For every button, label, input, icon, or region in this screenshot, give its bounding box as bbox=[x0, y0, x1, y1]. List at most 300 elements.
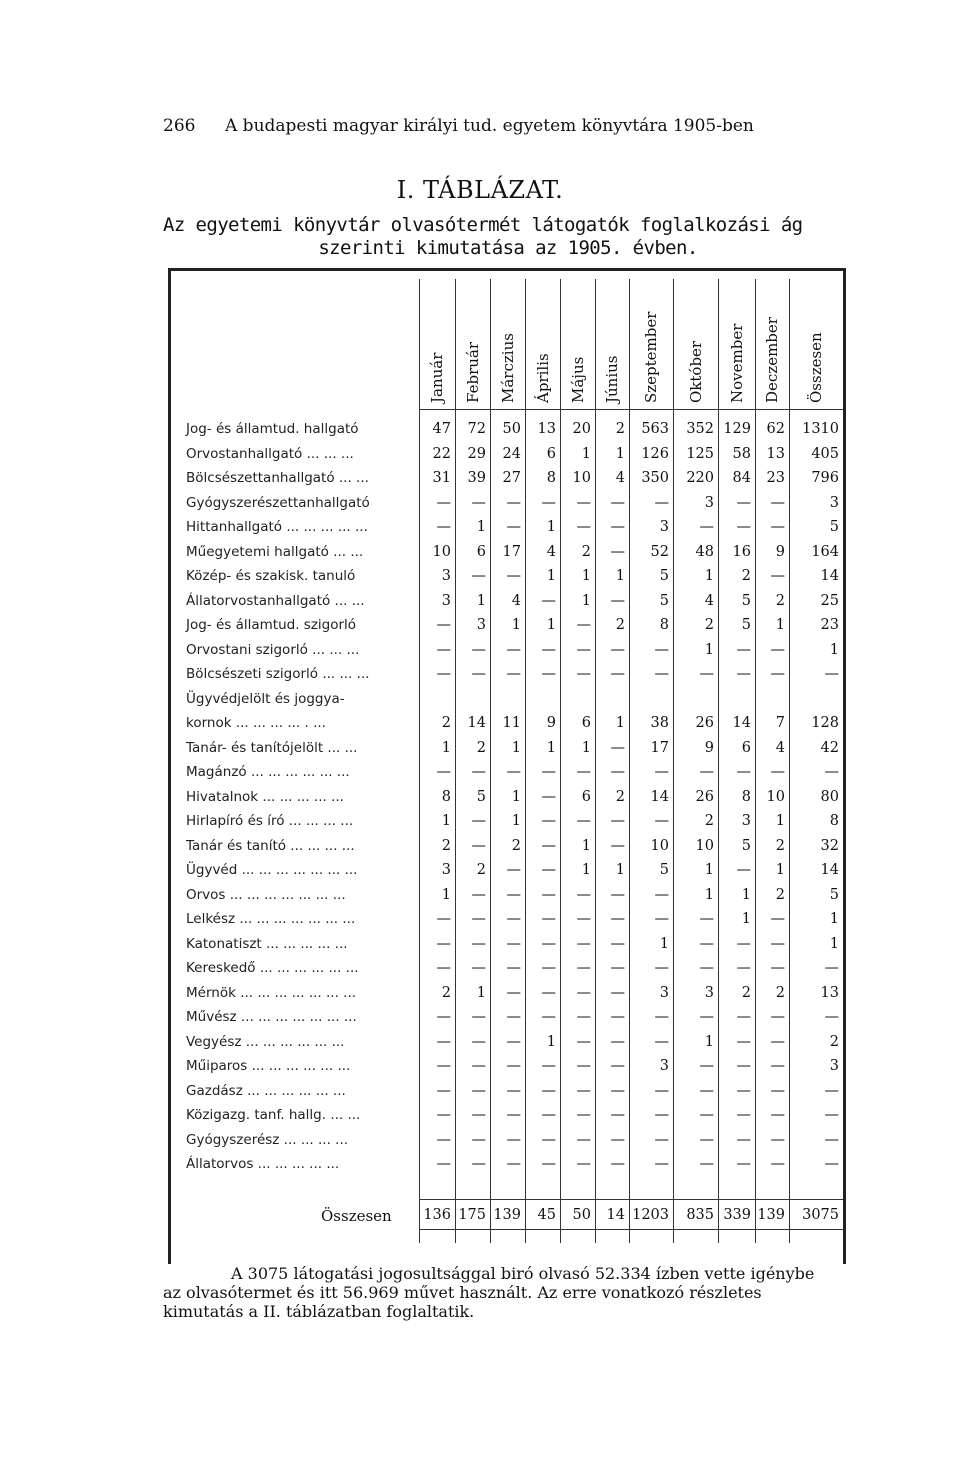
table-cell: — bbox=[576, 1033, 591, 1050]
statistics-table bbox=[168, 268, 846, 1264]
table-cell: 835 bbox=[686, 1207, 714, 1223]
table-cell: — bbox=[541, 813, 556, 829]
row-label: Lelkész ... ... ... ... ... ... ... bbox=[186, 911, 356, 927]
table-cell: 2 bbox=[476, 739, 486, 756]
table-cell: 47 bbox=[432, 421, 451, 437]
table-cell: — bbox=[736, 1058, 751, 1074]
running-header bbox=[163, 116, 843, 136]
table-cell: — bbox=[436, 1156, 451, 1172]
table-cell: 22 bbox=[432, 445, 451, 462]
row-label: Katonatiszt ... ... ... ... ... bbox=[186, 935, 348, 952]
table-cell: 27 bbox=[502, 470, 521, 486]
table-row bbox=[171, 1156, 849, 1180]
table-cell: — bbox=[770, 1156, 785, 1172]
table-row bbox=[171, 813, 849, 837]
table-cell: — bbox=[541, 494, 556, 511]
row-label: Ügyvéd ... ... ... ... ... ... ... bbox=[186, 862, 358, 878]
table-cell: — bbox=[610, 1131, 625, 1148]
table-cell: 1 bbox=[546, 617, 556, 633]
table-cell: — bbox=[576, 494, 591, 511]
table-cell: — bbox=[471, 666, 486, 682]
table-cell: — bbox=[436, 764, 451, 780]
table-cell: 128 bbox=[811, 715, 839, 731]
table-cell: — bbox=[541, 837, 556, 854]
table-cell: — bbox=[610, 1058, 625, 1074]
table-cell: 13 bbox=[766, 445, 785, 462]
table-cell: 1 bbox=[775, 813, 785, 829]
table-cell: 5 bbox=[741, 617, 751, 633]
table-cell: — bbox=[541, 1131, 556, 1148]
table-cell: — bbox=[736, 641, 751, 658]
table-cell: — bbox=[541, 1107, 556, 1123]
table-cell: 3 bbox=[704, 494, 714, 511]
table-cell: — bbox=[736, 862, 751, 878]
table-row bbox=[171, 985, 849, 1009]
table-cell: — bbox=[471, 1131, 486, 1148]
row-label: Tanár- és tanítójelölt ... ... bbox=[186, 739, 358, 756]
table-cell: 3 bbox=[741, 813, 751, 829]
table-cell: 4 bbox=[511, 592, 521, 609]
table-cell: — bbox=[506, 1156, 521, 1172]
table-cell: 3 bbox=[476, 617, 486, 633]
footer-note bbox=[163, 1264, 853, 1321]
table-cell: 3 bbox=[829, 494, 839, 511]
table-cell: 1 bbox=[615, 445, 625, 462]
table-cell: — bbox=[699, 1107, 714, 1123]
table-cell: 125 bbox=[686, 445, 714, 462]
table-cell: 5 bbox=[476, 788, 486, 805]
table-cell: — bbox=[699, 666, 714, 682]
table-cell: 1 bbox=[476, 984, 486, 1001]
table-cell: 45 bbox=[537, 1207, 556, 1223]
table-row bbox=[171, 691, 849, 715]
table-cell: 220 bbox=[686, 470, 714, 486]
table-cell: — bbox=[610, 543, 625, 560]
table-cell: 3 bbox=[441, 592, 451, 609]
row-label: Hittanhallgató ... ... ... ... ... bbox=[186, 519, 368, 535]
table-cell: — bbox=[736, 1009, 751, 1025]
table-cell: — bbox=[576, 1082, 591, 1099]
row-label: Hivatalnok ... ... ... ... ... bbox=[186, 788, 344, 805]
table-cell: 4 bbox=[546, 543, 556, 560]
row-label: Vegyész ... ... ... ... ... ... bbox=[186, 1033, 345, 1050]
table-cell: — bbox=[436, 1107, 451, 1123]
row-label: Tanár és tanító ... ... ... ... bbox=[186, 837, 355, 854]
table-row bbox=[171, 1034, 849, 1058]
table-cell: 1 bbox=[441, 739, 451, 756]
table-cell: 1 bbox=[511, 813, 521, 829]
table-row bbox=[171, 568, 849, 592]
table-cell: 6 bbox=[741, 739, 751, 756]
table-cell: — bbox=[736, 935, 751, 952]
table-cell: — bbox=[541, 886, 556, 903]
table-cell: 8 bbox=[546, 470, 556, 486]
table-cell: — bbox=[736, 1131, 751, 1148]
table-cell: 1 bbox=[581, 862, 591, 878]
table-cell: — bbox=[576, 1058, 591, 1074]
table-cell: — bbox=[471, 1082, 486, 1099]
table-cell: 1 bbox=[546, 568, 556, 584]
table-cell: 6 bbox=[476, 543, 486, 560]
table-cell: — bbox=[436, 911, 451, 927]
table-cell: 129 bbox=[723, 421, 751, 437]
table-cell: — bbox=[541, 1009, 556, 1025]
table-cell: 38 bbox=[650, 715, 669, 731]
table-cell: 42 bbox=[820, 739, 839, 756]
table-cell: 175 bbox=[458, 1207, 486, 1223]
table-cell: — bbox=[610, 911, 625, 927]
table-cell: 3 bbox=[659, 1058, 669, 1074]
table-cell: — bbox=[436, 1009, 451, 1025]
column-header bbox=[455, 293, 490, 403]
table-row bbox=[171, 936, 849, 960]
table-cell: 3 bbox=[441, 568, 451, 584]
table-cell: 1 bbox=[704, 641, 714, 658]
table-cell: 1 bbox=[704, 1033, 714, 1050]
row-label: Műegyetemi hallgató ... ... bbox=[186, 543, 364, 560]
table-cell: 1 bbox=[581, 592, 591, 609]
table-cell: 6 bbox=[546, 445, 556, 462]
table-row bbox=[171, 519, 849, 543]
table-cell: 13 bbox=[537, 421, 556, 437]
table-cell: 14 bbox=[820, 568, 839, 584]
column-header-label: Február bbox=[463, 341, 482, 403]
table-row bbox=[171, 789, 849, 813]
table-cell: 6 bbox=[581, 788, 591, 805]
table-cell: — bbox=[506, 568, 521, 584]
table-cell: 1 bbox=[581, 837, 591, 854]
table-cell: — bbox=[770, 911, 785, 927]
table-cell: — bbox=[654, 494, 669, 511]
column-header-label: Április bbox=[533, 353, 552, 403]
table-cell: 26 bbox=[695, 715, 714, 731]
table-cell: 9 bbox=[775, 543, 785, 560]
table-cell: — bbox=[770, 568, 785, 584]
table-cell: 5 bbox=[829, 886, 839, 903]
table-cell: — bbox=[736, 494, 751, 511]
table-cell: — bbox=[610, 960, 625, 976]
table-cell: 796 bbox=[811, 470, 839, 486]
table-cell: 10 bbox=[650, 837, 669, 854]
table-cell: — bbox=[610, 813, 625, 829]
table-cell: — bbox=[471, 911, 486, 927]
table-cell: 3 bbox=[659, 984, 669, 1001]
table-cell: — bbox=[506, 911, 521, 927]
table-cell: — bbox=[610, 837, 625, 854]
table-cell: 3 bbox=[659, 519, 669, 535]
table-cell: — bbox=[506, 1131, 521, 1148]
table-cell: — bbox=[770, 1033, 785, 1050]
table-cell: — bbox=[541, 984, 556, 1001]
table-cell: — bbox=[610, 1156, 625, 1172]
table-cell: 9 bbox=[704, 739, 714, 756]
table-cell: — bbox=[506, 862, 521, 878]
row-label: Bölcsészettanhallgató ... ... bbox=[186, 470, 369, 486]
table-cell: — bbox=[610, 519, 625, 535]
table-cell: 11 bbox=[502, 715, 521, 731]
table-cell: — bbox=[770, 641, 785, 658]
table-cell: 2 bbox=[704, 617, 714, 633]
table-cell: — bbox=[541, 911, 556, 927]
table-cell: — bbox=[506, 764, 521, 780]
table-row bbox=[171, 617, 849, 641]
table-cell: — bbox=[770, 1107, 785, 1123]
table-cell: — bbox=[506, 519, 521, 535]
table-cell: — bbox=[699, 1009, 714, 1025]
row-label: kornok ... ... ... ... . ... bbox=[186, 715, 326, 731]
table-cell: — bbox=[471, 1058, 486, 1074]
table-cell: 2 bbox=[615, 421, 625, 437]
row-label: Közigazg. tanf. hallg. ... ... bbox=[186, 1107, 361, 1123]
table-cell: 23 bbox=[820, 617, 839, 633]
table-cell: 2 bbox=[441, 715, 451, 731]
table-cell: 1 bbox=[704, 886, 714, 903]
table-row bbox=[171, 862, 849, 886]
table-row bbox=[171, 1058, 849, 1082]
table-row bbox=[171, 446, 849, 470]
table-cell: — bbox=[506, 886, 521, 903]
table-cell: 10 bbox=[695, 837, 714, 854]
table-cell: 2 bbox=[615, 788, 625, 805]
table-cell: — bbox=[436, 519, 451, 535]
table-cell: — bbox=[699, 935, 714, 952]
table-cell: — bbox=[770, 1131, 785, 1148]
subtitle-line-2: szerinti kimutatása az 1905. évben. bbox=[318, 237, 698, 259]
table-cell: — bbox=[576, 1107, 591, 1123]
table-cell: — bbox=[654, 911, 669, 927]
table-cell: 1 bbox=[546, 519, 556, 535]
table-cell: — bbox=[654, 960, 669, 976]
table-cell: 1 bbox=[546, 1033, 556, 1050]
table-cell: — bbox=[610, 666, 625, 682]
table-cell: 3 bbox=[441, 862, 451, 878]
table-cell: — bbox=[736, 764, 751, 780]
table-cell: — bbox=[610, 1033, 625, 1050]
table-row bbox=[171, 960, 849, 984]
table-cell: 1 bbox=[659, 935, 669, 952]
table-cell: 62 bbox=[766, 421, 785, 437]
table-cell: — bbox=[436, 1033, 451, 1050]
table-cell: 1 bbox=[581, 739, 591, 756]
table-cell: 5 bbox=[659, 862, 669, 878]
table-cell: — bbox=[541, 592, 556, 609]
table-cell: 2 bbox=[775, 886, 785, 903]
table-cell: — bbox=[436, 1131, 451, 1148]
table-cell: 14 bbox=[732, 715, 751, 731]
table-cell: — bbox=[770, 666, 785, 682]
column-header-label: Június bbox=[603, 355, 621, 403]
row-label: Jog- és államtud. szigorló bbox=[186, 617, 357, 633]
table-cell: — bbox=[541, 1082, 556, 1099]
table-cell: 1 bbox=[615, 568, 625, 584]
table-cell: 1 bbox=[476, 592, 486, 609]
table-cell: — bbox=[654, 813, 669, 829]
table-cell: — bbox=[576, 617, 591, 633]
column-header bbox=[629, 293, 673, 403]
table-cell: 39 bbox=[467, 470, 486, 486]
table-cell: — bbox=[471, 935, 486, 952]
table-cell: 29 bbox=[467, 445, 486, 462]
table-cell: — bbox=[576, 813, 591, 829]
table-cell: — bbox=[541, 1058, 556, 1074]
table-cell: 2 bbox=[511, 837, 521, 854]
table-cell: — bbox=[506, 641, 521, 658]
table-cell: — bbox=[436, 494, 451, 511]
column-header-label: Összesen bbox=[807, 332, 825, 403]
table-cell: — bbox=[541, 788, 556, 805]
table-cell: — bbox=[471, 960, 486, 976]
table-cell: — bbox=[471, 1033, 486, 1050]
table-cell: — bbox=[471, 1107, 486, 1123]
table-cell: 16 bbox=[732, 543, 751, 560]
table-cell: 52 bbox=[650, 543, 669, 560]
table-cell: 1203 bbox=[632, 1207, 669, 1223]
table-cell: 1 bbox=[741, 886, 751, 903]
column-header bbox=[595, 293, 629, 403]
table-cell: — bbox=[824, 1082, 839, 1099]
row-label: Gazdász ... ... ... ... ... ... bbox=[186, 1082, 346, 1099]
table-cell: — bbox=[699, 764, 714, 780]
table-cell: — bbox=[654, 1156, 669, 1172]
table-row bbox=[171, 642, 849, 666]
table-cell: — bbox=[824, 1107, 839, 1123]
column-header bbox=[755, 293, 789, 403]
table-cell: 126 bbox=[641, 445, 669, 462]
row-label: Orvos ... ... ... ... ... ... ... bbox=[186, 886, 346, 903]
table-cell: 17 bbox=[502, 543, 521, 560]
column-header-label: Május bbox=[568, 356, 587, 403]
table-cell: 58 bbox=[732, 445, 751, 462]
table-cell: — bbox=[699, 1082, 714, 1099]
table-cell: 352 bbox=[686, 421, 714, 437]
table-cell: 1 bbox=[775, 862, 785, 878]
table-cell: 3 bbox=[704, 984, 714, 1001]
table-cell: — bbox=[576, 935, 591, 952]
table-cell: 2 bbox=[775, 592, 785, 609]
table-cell: 1 bbox=[511, 788, 521, 805]
table-row bbox=[171, 715, 849, 739]
table-cell: — bbox=[436, 641, 451, 658]
table-cell: — bbox=[471, 837, 486, 854]
table-cell: 1310 bbox=[802, 421, 839, 437]
table-cell: — bbox=[610, 494, 625, 511]
table-row bbox=[171, 666, 849, 690]
table-cell: — bbox=[576, 764, 591, 780]
table-cell: 6 bbox=[581, 715, 591, 731]
table-cell: — bbox=[576, 1009, 591, 1025]
table-cell: — bbox=[824, 764, 839, 780]
row-label: Jog- és államtud. hallgató bbox=[186, 421, 359, 437]
table-cell: 5 bbox=[659, 592, 669, 609]
table-cell: 2 bbox=[476, 862, 486, 878]
footer-line-1: A 3075 látogatási jogosultsággal biró olvasó 52.334 ízben vette igénybe bbox=[231, 1264, 815, 1283]
table-cell: — bbox=[506, 666, 521, 682]
table-cell: — bbox=[436, 666, 451, 682]
column-header-label: Január bbox=[428, 352, 446, 403]
row-label: Gyógyszerész ... ... ... ... bbox=[186, 1131, 349, 1148]
table-cell: — bbox=[770, 519, 785, 535]
table-cell: 4 bbox=[775, 739, 785, 756]
table-cell: — bbox=[471, 1156, 486, 1172]
table-cell: — bbox=[471, 764, 486, 780]
table-cell: 1 bbox=[615, 862, 625, 878]
footer-line-3: kimutatás a II. táblázatban foglaltatik. bbox=[163, 1302, 475, 1321]
table-cell: 32 bbox=[820, 837, 839, 854]
table-cell: — bbox=[699, 519, 714, 535]
table-cell: 2 bbox=[441, 984, 451, 1001]
table-cell: 1 bbox=[546, 739, 556, 756]
row-label: Hirlapíró és író ... ... ... ... bbox=[186, 813, 354, 829]
table-cell: 72 bbox=[467, 421, 486, 437]
table-cell: 1 bbox=[476, 519, 486, 535]
table-cell: 20 bbox=[572, 421, 591, 437]
table-cell: 5 bbox=[659, 568, 669, 584]
table-cell: — bbox=[736, 519, 751, 535]
table-cell: — bbox=[699, 960, 714, 976]
table-title: I. TÁBLÁZAT. bbox=[396, 176, 564, 204]
table-cell: 14 bbox=[606, 1207, 625, 1223]
table-cell: 5 bbox=[741, 592, 751, 609]
table-row bbox=[171, 740, 849, 764]
table-cell: — bbox=[610, 641, 625, 658]
table-cell: 1 bbox=[704, 862, 714, 878]
table-cell: — bbox=[541, 764, 556, 780]
row-label: Közép- és szakisk. tanuló bbox=[186, 568, 356, 584]
table-row bbox=[171, 421, 849, 445]
table-cell: — bbox=[576, 666, 591, 682]
row-label: Bölcsészeti szigorló ... ... ... bbox=[186, 666, 370, 682]
table-cell: 7 bbox=[775, 715, 785, 731]
table-row bbox=[171, 1107, 849, 1131]
table-cell: — bbox=[654, 1033, 669, 1050]
table-cell: — bbox=[699, 911, 714, 927]
table-cell: 13 bbox=[820, 984, 839, 1001]
row-label: Műiparos ... ... ... ... ... ... bbox=[186, 1058, 351, 1074]
table-cell: 2 bbox=[775, 984, 785, 1001]
table-cell: — bbox=[576, 1131, 591, 1148]
table-cell: — bbox=[610, 984, 625, 1001]
table-row bbox=[171, 470, 849, 494]
table-cell: 2 bbox=[615, 617, 625, 633]
table-cell: 8 bbox=[741, 788, 751, 805]
table-cell: — bbox=[699, 1156, 714, 1172]
column-header bbox=[525, 293, 560, 403]
table-cell: 50 bbox=[502, 421, 521, 437]
table-cell: 8 bbox=[441, 788, 451, 805]
table-cell: 4 bbox=[615, 470, 625, 486]
table-cell: — bbox=[824, 960, 839, 976]
page-number: 266 bbox=[163, 116, 196, 136]
table-cell: — bbox=[824, 1156, 839, 1172]
table-cell: — bbox=[736, 1082, 751, 1099]
table-cell: 10 bbox=[766, 788, 785, 805]
row-label: Mérnök ... ... ... ... ... ... ... bbox=[186, 984, 357, 1001]
table-cell: — bbox=[770, 1009, 785, 1025]
table-row bbox=[171, 887, 849, 911]
table-cell: — bbox=[576, 984, 591, 1001]
table-cell: — bbox=[471, 886, 486, 903]
table-cell: — bbox=[610, 1107, 625, 1123]
table-cell: 14 bbox=[820, 862, 839, 878]
table-cell: 1 bbox=[829, 911, 839, 927]
row-label: Orvostanhallgató ... ... ... bbox=[186, 445, 354, 462]
row-label: Magánzó ... ... ... ... ... ... bbox=[186, 764, 350, 780]
row-label: Állatorvostanhallgató ... ... bbox=[186, 592, 365, 609]
table-cell: — bbox=[506, 960, 521, 976]
column-header bbox=[490, 293, 525, 403]
table-cell: 1 bbox=[829, 641, 839, 658]
running-title: A budapesti magyar királyi tud. egyetem könyvtára 1905-ben bbox=[225, 116, 754, 136]
